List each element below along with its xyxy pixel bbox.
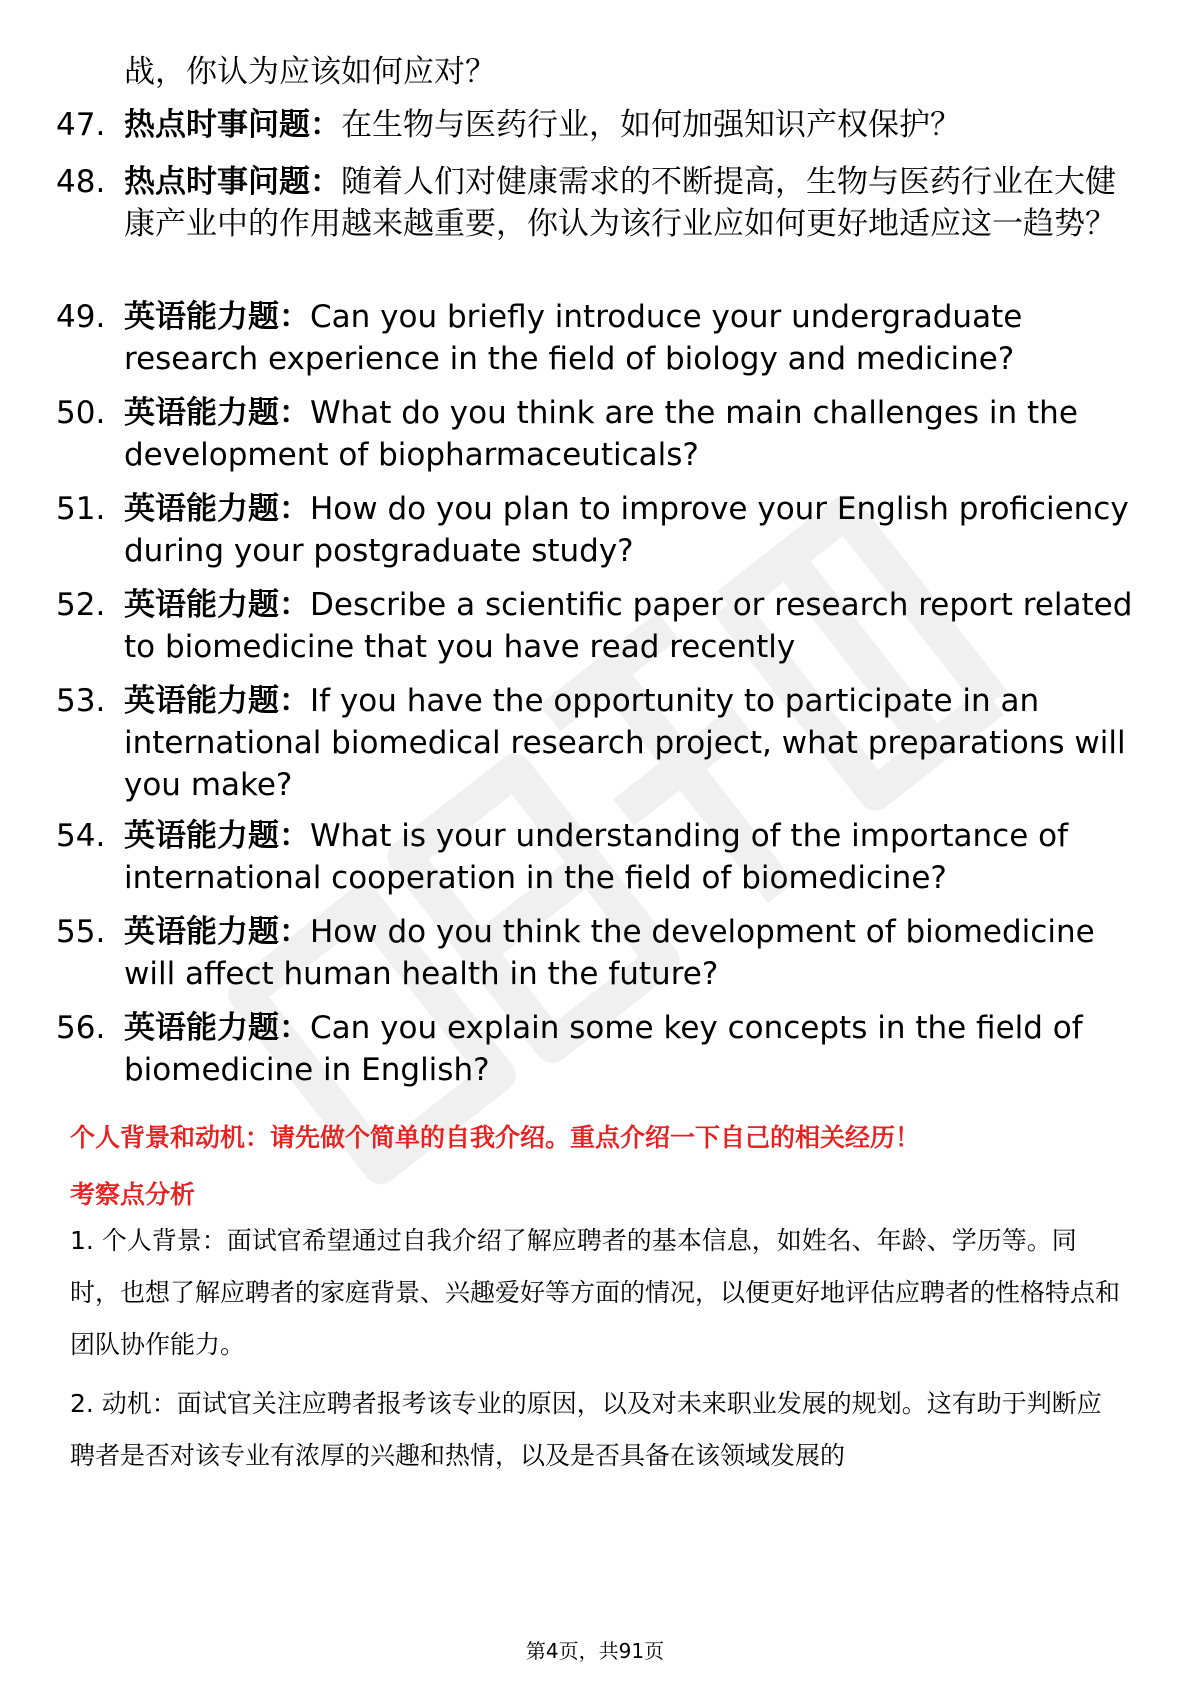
question-category: 英语能力题：: [124, 491, 310, 527]
question-number: 49.: [56, 299, 106, 335]
question-category: 热点时事问题：: [124, 107, 341, 143]
question-text: Describe a scientific paper or research report related to biomedicine that you have read recently: [124, 587, 1133, 665]
question-category: 英语能力题：: [124, 587, 310, 623]
analysis-paragraph: 1. 个人背景：面试官希望通过自我介绍了解应聘者的基本信息，如姓名、年龄、学历等。同时，也想了解应聘者的家庭背景、兴趣爱好等方面的情况，以便更好地评估应聘者的性格特点和团队协作能力。: [70, 1226, 1121, 1359]
question-continuation: 战，你认为应该如何应对？: [124, 54, 496, 90]
question-number: 51.: [56, 491, 106, 527]
question-item: [56, 1007, 1136, 1091]
question-category: 英语能力题：: [124, 1010, 310, 1046]
analysis-title: 考察点分析: [70, 1180, 196, 1209]
question-item: [56, 104, 1136, 146]
page-footer: 第4页，共91页: [525, 1639, 665, 1663]
section-heading: 个人背景和动机：请先做个简单的自我介绍。重点介绍一下自己的相关经历！: [70, 1123, 921, 1152]
question-category: 英语能力题：: [124, 683, 310, 719]
question-item: [56, 584, 1136, 668]
question-text: How do you think the development of biomedicine will affect human health in the future?: [124, 914, 1095, 992]
question-item: [56, 392, 1136, 476]
question-category: 英语能力题：: [124, 914, 310, 950]
question-text: 随着人们对健康需求的不断提高，生物与医药行业在大健康产业中的作用越来越重要，你认为该行业应如何更好地适应这一趋势？: [124, 164, 1116, 242]
question-number: 55.: [56, 914, 106, 950]
question-number: 47.: [56, 107, 106, 143]
question-number: 52.: [56, 587, 106, 623]
question-text: How do you plan to improve your English proficiency during your postgraduate study?: [124, 491, 1129, 569]
question-item: [56, 161, 1136, 245]
question-item: [56, 680, 1136, 806]
question-text: What do you think are the main challenges in the development of biopharmaceuticals?: [124, 395, 1078, 473]
question-category: 英语能力题：: [124, 818, 310, 854]
question-item: [56, 815, 1136, 899]
question-item: [56, 296, 1136, 380]
question-text: If you have the opportunity to participate in an international biomedical research project, what preparations will you make?: [124, 683, 1126, 803]
question-text: Can you explain some key concepts in the field of biomedicine in English?: [124, 1010, 1083, 1088]
question-text: What is your understanding of the importance of international cooperation in the field of biomedicine?: [124, 818, 1069, 896]
question-item: [56, 488, 1136, 572]
question-number: 53.: [56, 683, 106, 719]
question-number: 50.: [56, 395, 106, 431]
question-category: 英语能力题：: [124, 299, 310, 335]
question-text: Can you briefly introduce your undergraduate research experience in the field of biology and medicine?: [124, 299, 1023, 377]
question-category: 热点时事问题：: [124, 164, 341, 200]
question-number: 56.: [56, 1010, 106, 1046]
question-text: 在生物与医药行业，如何加强知识产权保护？: [341, 107, 961, 143]
question-category: 英语能力题：: [124, 395, 310, 431]
question-item: [56, 911, 1136, 995]
question-number: 54.: [56, 818, 106, 854]
analysis-paragraph: 2. 动机：面试官关注应聘者报考该专业的原因，以及对未来职业发展的规划。这有助于判断应聘者是否对该专业有浓厚的兴趣和热情，以及是否具备在该领域发展的: [70, 1389, 1102, 1470]
question-number: 48.: [56, 164, 106, 200]
